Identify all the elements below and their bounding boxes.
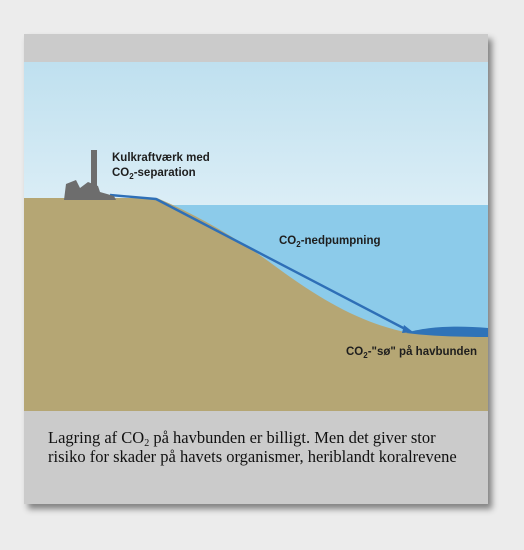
caption: Lagring af $CO_2$ på havbunden er billigt. Men det giver stor risiko for skader på havets organismer, heriblandt koralrevene [48, 428, 457, 466]
power-plant-label-line2: $CO_2$-separation [112, 167, 196, 181]
top-band [24, 34, 488, 62]
pumping-label: $CO_2$-nedpumpning [279, 235, 381, 249]
infographic-card [24, 34, 488, 504]
power-plant-label-line1: Kulkraftværk med [112, 152, 210, 164]
co2-lake-label: $CO_2-"sø$" på havbunden [346, 346, 478, 360]
